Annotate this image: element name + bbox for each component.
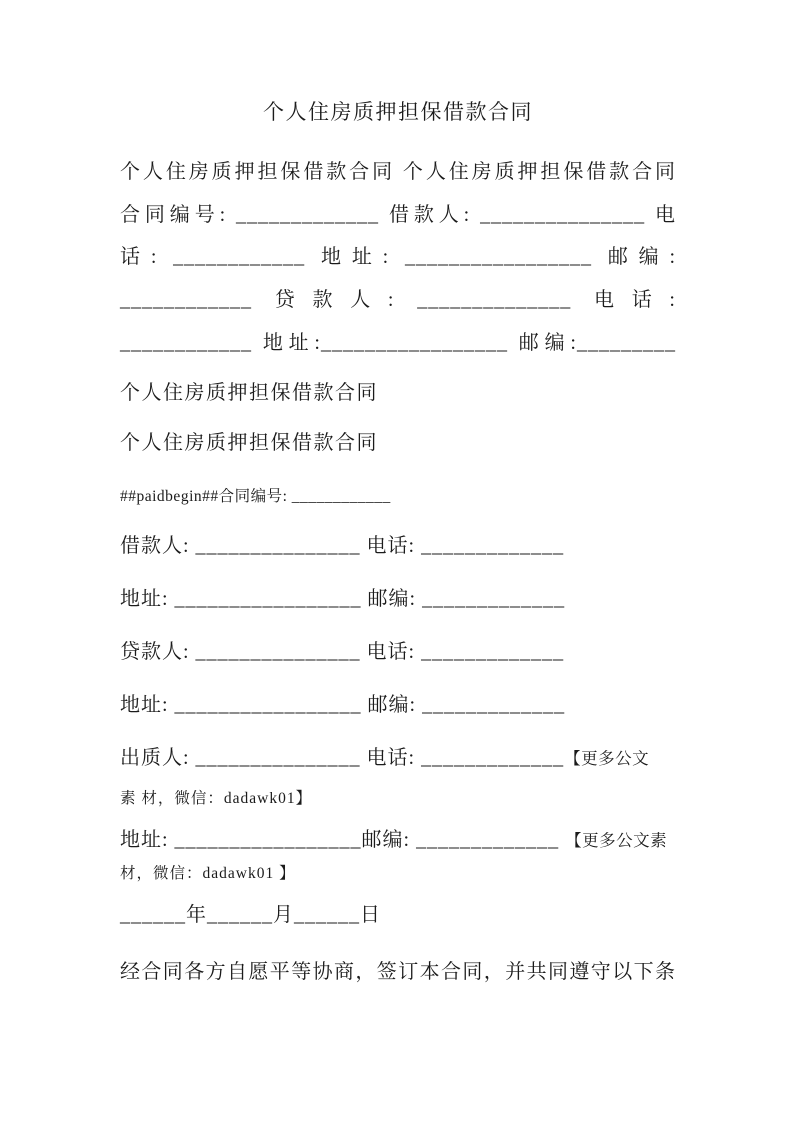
paid-marker-contract-number-line: ##paidbegin##合同编号: ____________ — [120, 488, 391, 505]
borrower-address-zip-field-line: 地址: _________________ 邮编: _____________ — [120, 588, 566, 610]
lender-address-zip-field-line: 地址: _________________ 邮编: _____________ — [120, 694, 566, 716]
repeated-heading: 个人住房质押担保借款合同 — [120, 432, 378, 454]
intro-paragraph-line: 话: ____________ 地址: _________________ 邮编: — [120, 246, 676, 268]
watermark-note-start: 【更多公文素 — [565, 831, 668, 850]
document-title: 个人住房质押担保借款合同 — [263, 100, 533, 124]
lender-phone-field-line: 贷款人: _______________ 电话: _____________ — [120, 641, 565, 663]
intro-paragraph-line: ____________ 贷款人: ______________ 电话: — [120, 289, 676, 311]
intro-paragraph-line: 个人住房质押担保借款合同 个人住房质押担保借款合同 — [120, 161, 676, 183]
pledgor-phone-field-text: 出质人: _______________ 电话: _____________ — [120, 747, 565, 769]
watermark-note-start: 【更多公文 — [564, 749, 650, 768]
watermark-note-continuation: 素 材，微信：dadawk01】 — [120, 790, 313, 807]
pledgor-address-field-text: 地址: _________________邮编: _____________ — [120, 829, 566, 851]
borrower-phone-field-line: 借款人: _______________ 电话: _____________ — [120, 535, 565, 557]
intro-paragraph-line: ____________ 地址:_________________ 邮编:_________ — [120, 332, 676, 354]
intro-paragraph-line: 合同编号: _____________ 借款人: _______________ 电 — [120, 204, 676, 226]
pledgor-address-zip-field-line — [120, 828, 676, 853]
repeated-heading: 个人住房质押担保借款合同 — [120, 382, 378, 404]
pledgor-phone-field-line — [120, 746, 676, 771]
signature-date-line: ______年______月______日 — [120, 904, 381, 926]
watermark-note-continuation: 材，微信：dadawk01 】 — [120, 865, 296, 882]
closing-statement-line: 经合同各方自愿平等协商，签订本合同，并共同遵守以下条 — [120, 961, 676, 983]
